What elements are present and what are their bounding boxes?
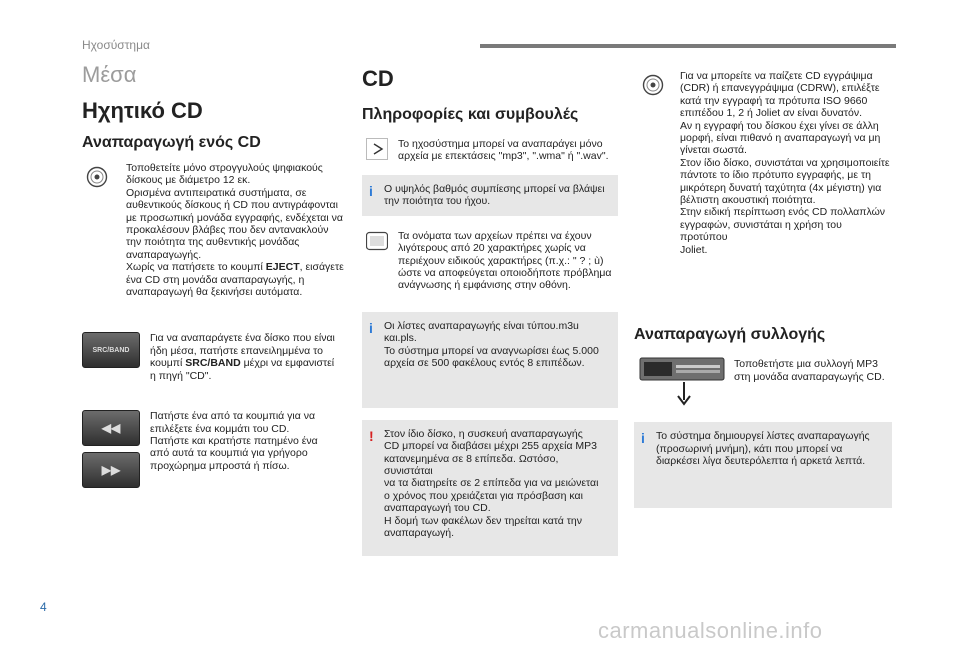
src-band-block bbox=[82, 332, 350, 382]
text-line: περιέχουν ειδικούς χαρακτήρες (π.χ.: " ? ; ù) bbox=[398, 254, 604, 267]
heading-info-tips: Πληροφορίες και συμβουλές bbox=[362, 106, 579, 123]
text-line: Το σύστημα δημιουργεί λίστες αναπαραγωγής bbox=[656, 430, 870, 443]
text-line: αρχεία με επεκτάσεις "mp3", ".wma" ή ".wav". bbox=[398, 150, 609, 163]
compilation-text bbox=[734, 356, 892, 383]
info-icon: i bbox=[369, 319, 373, 336]
text-segment: κουμπί bbox=[150, 357, 186, 370]
text-line: κατανεμημένα σε 8 επίπεδα. Ωστόσο, συνιστάται bbox=[384, 452, 559, 478]
text-line: λιγότερους από 20 χαρακτήρες χωρίς να bbox=[398, 242, 586, 255]
rewind-icon: ◀◀ bbox=[101, 421, 121, 436]
column-media bbox=[82, 62, 350, 488]
text-line: αναπαραγωγή του CD. bbox=[384, 502, 491, 515]
info-icon: i bbox=[641, 430, 645, 447]
heading-play-cd: Αναπαραγωγή ενός CD bbox=[82, 134, 261, 151]
play-icon bbox=[366, 138, 388, 165]
text-line bbox=[150, 357, 350, 369]
text-line: Η δομή των φακέλων δεν τηρείται κατά την bbox=[384, 514, 583, 527]
header-title: Ηχοσύστημα bbox=[82, 38, 150, 52]
text-line: ήδη μέσα, πατήστε επανειλημμένα το bbox=[150, 344, 323, 357]
column-recordable bbox=[634, 62, 892, 508]
heading-audio-cd: Ηχητικό CD bbox=[82, 98, 203, 123]
note-playlists bbox=[362, 312, 618, 408]
text-line: εγγραφών, συνιστάται η χρήση του προτύπου bbox=[680, 218, 842, 244]
header-rule bbox=[480, 44, 896, 48]
src-band-text bbox=[150, 332, 350, 382]
tip-block-filenames bbox=[362, 230, 618, 292]
screen-icon bbox=[366, 230, 388, 257]
text-line: Τοποθετείτε μόνο στρογγυλούς ψηφιακούς bbox=[126, 162, 323, 174]
src-band-button-image bbox=[82, 332, 140, 368]
text-line: Στον ίδιο δίσκο, συνιστάται να χρησιμοποιείτε bbox=[680, 156, 890, 169]
text-line: να τα διατηρείτε σε 2 επίπεδα για να μειώνεται bbox=[384, 477, 599, 490]
text-segment: , εισάγετε bbox=[299, 261, 344, 274]
text-line: προχώρημα μπροστά ή πίσω. bbox=[150, 459, 290, 472]
text-line: ανάγνωσης ή εμφάνισης στην οθόνη. bbox=[398, 279, 571, 292]
text-line: την ποιότητα του ήχου. bbox=[384, 195, 491, 208]
text-segment: Χωρίς να πατήσετε το κουμπί bbox=[126, 261, 266, 274]
text-line-eject bbox=[126, 261, 350, 273]
watermark: carmanualsonline.info bbox=[598, 618, 823, 643]
text-line: Για να αναπαράγετε ένα δίσκο που είναι bbox=[150, 332, 335, 345]
recordable-cd-block bbox=[634, 70, 892, 256]
text-line: στη μονάδα αναπαραγωγής CD. bbox=[734, 370, 885, 383]
rewind-button bbox=[82, 410, 140, 446]
text-segment: μέχρι να εμφανιστεί bbox=[240, 357, 335, 370]
text-line: Ορισμένα αντιπειρατικά συστήματα, σε bbox=[126, 186, 307, 199]
eject-keyword: EJECT bbox=[265, 261, 300, 274]
cd-disc-icon bbox=[642, 74, 664, 96]
note-playlists-memory bbox=[634, 422, 892, 508]
text-line: Πατήστε και κρατήστε πατημένο ένα bbox=[150, 434, 318, 447]
play-cd-block bbox=[82, 162, 350, 298]
text-line: Τα ονόματα των αρχείων πρέπει να έχουν bbox=[398, 229, 592, 242]
text-line: Το ηχοσύστημα μπορεί να αναπαράγει μόνο bbox=[398, 138, 603, 150]
tip-block-formats bbox=[362, 138, 618, 165]
text-line: διαρκέσει λίγα δευτερόλεπτα ή αρκετά λεπτά. bbox=[656, 454, 866, 467]
track-buttons-image bbox=[82, 410, 140, 488]
text-line: γίνεται σωστά. bbox=[680, 144, 747, 157]
text-line: ο χρόνος που χρειάζεται για πρόσβαση και bbox=[384, 489, 583, 502]
fast-forward-icon: ▶▶ bbox=[101, 463, 121, 478]
text-line: αναπαραγωγής. bbox=[126, 248, 202, 261]
note-compression bbox=[362, 175, 618, 216]
track-buttons-text bbox=[150, 410, 350, 472]
src-band-keyword: SRC/BAND bbox=[185, 357, 241, 370]
text-line: δίσκους με διάμετρο 12 εκ. bbox=[126, 174, 251, 187]
cd-player-image bbox=[638, 356, 728, 406]
column-cd bbox=[362, 62, 618, 556]
text-line: ένα CD στη μονάδα αναπαραγωγής, η bbox=[126, 273, 305, 286]
heading-cd: CD bbox=[362, 66, 394, 91]
warning-icon: ! bbox=[369, 427, 374, 444]
page-number: 4 bbox=[40, 600, 47, 614]
text-line: επιλέξετε ένα κομμάτι του CD. bbox=[150, 422, 290, 435]
warning-folders bbox=[362, 420, 618, 556]
text-line: Στον ίδιο δίσκο, η συσκευή αναπαραγωγής bbox=[384, 427, 583, 440]
text-line: Αν η εγγραφή του δίσκου έχει γίνει σε άλλη bbox=[680, 119, 879, 132]
text-line: αυθεντικούς δίσκους ή CD που αντιγράφονται bbox=[126, 199, 338, 212]
src-band-button: SRC/BAND bbox=[82, 332, 140, 368]
cd-disc-icon bbox=[86, 166, 108, 188]
text-line: Ο υψηλός βαθμός συμπίεσης μπορεί να βλάψει bbox=[384, 183, 605, 195]
text-line: αναπαραγωγή θα ξεκινήσει αυτόματα. bbox=[126, 286, 303, 299]
text-line: Τοποθετήστε μια συλλογή MP3 bbox=[734, 358, 878, 371]
text-line: CD μπορεί να διαβάσει μέχρι 255 αρχεία MP3 bbox=[384, 440, 598, 453]
heading-compilation: Αναπαραγωγή συλλογής bbox=[634, 326, 826, 344]
text-line: Joliet. bbox=[680, 243, 708, 256]
compilation-block bbox=[634, 356, 892, 406]
text-line: Οι λίστες αναπαραγωγής είναι τύπου.m3u και.pls. bbox=[384, 319, 579, 345]
text-line: επιπέδου 1, 2 ή Joliet αν είναι δυνατόν. bbox=[680, 107, 863, 120]
text-line: (CDR) ή επανεγγράψιμα (CDRW), επιλέξτε bbox=[680, 82, 880, 95]
text-line: Για να μπορείτε να παίζετε CD εγγράψιμα bbox=[680, 70, 873, 82]
recordable-cd-text bbox=[680, 70, 892, 256]
text-line: από αυτά τα κουμπιά για γρήγορο bbox=[150, 447, 308, 460]
text-line: Πατήστε ένα από τα κουμπιά για να bbox=[150, 410, 316, 423]
info-icon: i bbox=[369, 183, 373, 199]
text-line: (προσωρινή μνήμη), κάτι που μπορεί να bbox=[656, 442, 843, 455]
text-line: βέλτιστη ακουστική ποιότητα. bbox=[680, 194, 816, 207]
text-line: μορφή, είναι πιθανό η αναπαραγωγή να μη bbox=[680, 132, 881, 145]
text-line: αναπαραγωγή. bbox=[384, 527, 455, 540]
text-line: ώστε να αποφεύγεται οποιοδήποτε πρόβλημα bbox=[398, 267, 612, 280]
track-buttons-block bbox=[82, 410, 350, 488]
fast-forward-button bbox=[82, 452, 140, 488]
text-line: προκαλέσουν βλάβες που δεν αντανακλούν bbox=[126, 224, 329, 237]
section-title: Μέσα bbox=[82, 62, 137, 87]
text-line: Στην ειδική περίπτωση ενός CD πολλαπλών bbox=[680, 206, 886, 219]
text-line: την ποιότητα της αυθεντικής μονάδας bbox=[126, 236, 300, 249]
tip-formats-text bbox=[398, 138, 618, 163]
play-cd-text bbox=[126, 162, 350, 298]
text-line: η πηγή "CD". bbox=[150, 369, 212, 382]
text-line: μικρότερη δυνατή ταχύτητα (4x μέγιστη) για bbox=[680, 181, 882, 194]
tip-filenames-text bbox=[398, 230, 618, 292]
text-line: κατά την εγγραφή τα πρότυπα ISO 9660 bbox=[680, 94, 868, 107]
text-line: Το σύστημα μπορεί να αναγνωρίσει έως 5.000 bbox=[384, 344, 599, 357]
text-line: πάντοτε το ίδιο πρότυπο εγγραφής, με τη bbox=[680, 169, 871, 182]
text-line: με προσωπική μονάδα εγγραφής, ενδέχεται να bbox=[126, 211, 343, 224]
text-line: αρχεία σε 500 φακέλους εντός 8 επιπέδων. bbox=[384, 357, 585, 370]
